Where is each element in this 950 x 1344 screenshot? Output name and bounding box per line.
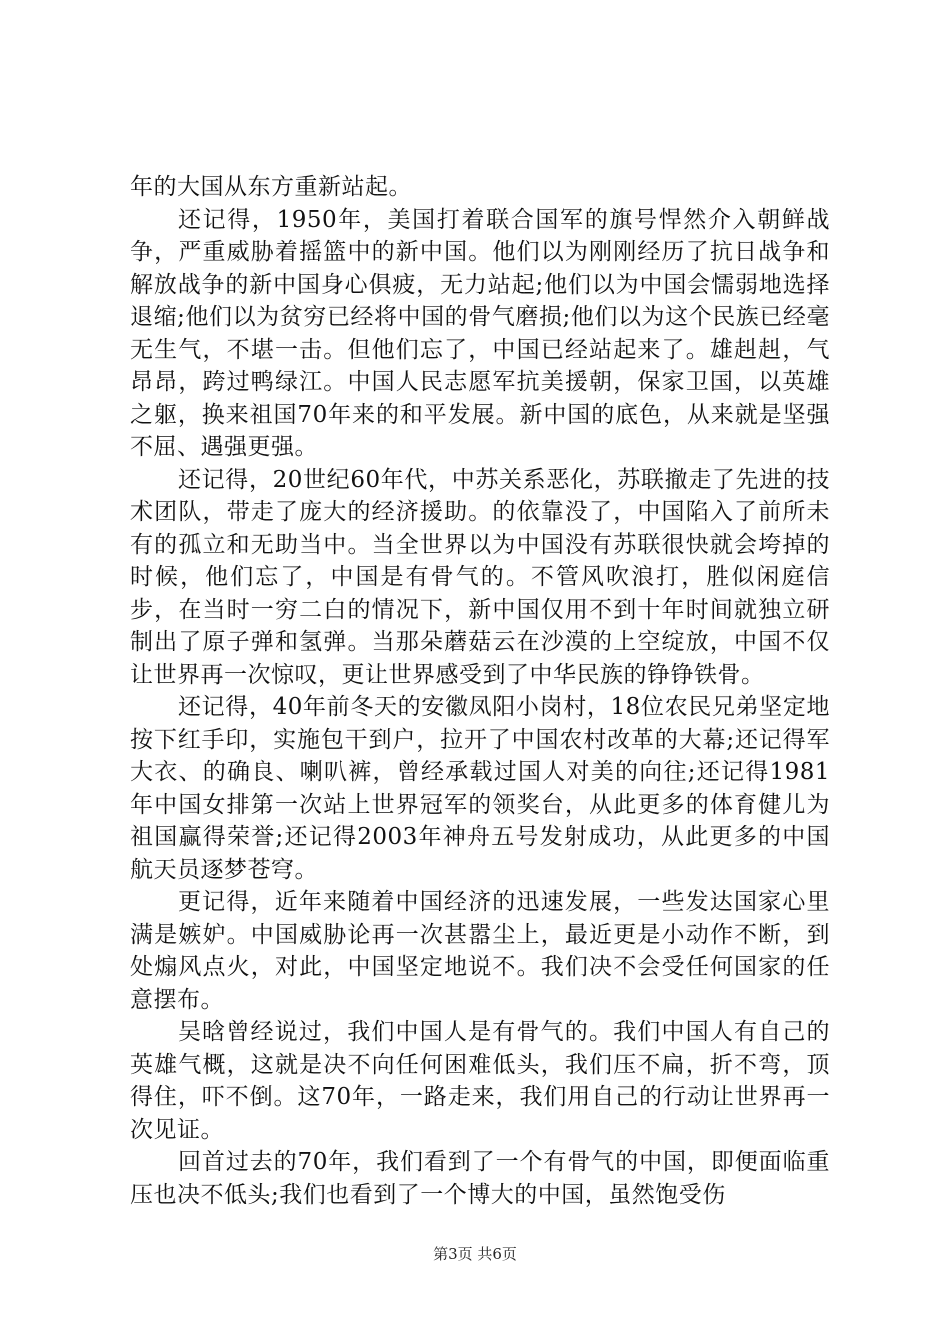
paragraph-wu-han-quote: 吴晗曾经说过，我们中国人是有骨气的。我们中国人有自己的英雄气概，这就是决不向任何困难低头，我们压不扁，折不弯，顶得住，吓不倒。这70年，一路走来，我们用自己的行动让世界再一次见证。 — [130, 1019, 830, 1143]
page-number-footer: 第3页 共6页 — [433, 1245, 517, 1263]
paragraph-reform-era: 还记得，40年前冬天的安徽凤阳小岗村，18位农民兄弟坚定地按下红手印，实施包干到户，拉开了中国农村改革的大幕;还记得军大衣、的确良、喇叭裤，曾经承载过国人对美的向往;还记得1981年中国女排第一次站上世界冠军的领奖台，从此更多的体育健儿为祖国赢得荣誉;还记得2003年神舟五号发射成功，从此更多的中国航天员逐梦苍穹。 — [130, 694, 830, 883]
paragraph-looking-back: 回首过去的70年，我们看到了一个有骨气的中国，即便面临重压也决不低头;我们也看到了一个博大的中国，虽然饱受伤 — [130, 1149, 830, 1208]
paragraph-sino-soviet-split: 还记得，20世纪60年代，中苏关系恶化，苏联撤走了先进的技术团队，带走了庞大的经济援助。的依靠没了，中国陷入了前所未有的孤立和无助当中。当全世界以为中国没有苏联很快就会垮掉的时候，他们忘了，中国是有骨气的。不管风吹浪打，胜似闲庭信步，在当时一穷二白的情况下，新中国仅用不到十年时间就独立研制出了原子弹和氢弹。当那朵蘑菇云在沙漠的上空绽放，中国不仅让世界再一次惊叹，更让世界感受到了中华民族的铮铮铁骨。 — [130, 466, 830, 688]
paragraph-continuation: 年的大国从东方重新站起。 — [130, 174, 412, 200]
paragraph-recent-years: 更记得，近年来随着中国经济的迅速发展，一些发达国家心里满是嫉妒。中国威胁论再一次甚嚣尘上，最近更是小动作不断，到处煽风点火，对此，中国坚定地说不。我们决不会受任何国家的任意摆布。 — [130, 889, 830, 1013]
paragraph-korean-war: 还记得，1950年，美国打着联合国军的旗号悍然介入朝鲜战争，严重威胁着摇篮中的新中国。他们以为刚刚经历了抗日战争和解放战争的新中国身心俱疲，无力站起;他们以为中国会懦弱地选择退缩;他们以为贫穷已经将中国的骨气磨损;他们以为这个民族已经毫无生气，不堪一击。但他们忘了，中国已经站起来了。雄赳赳，气昂昂，跨过鸭绿江。中国人民志愿军抗美援朝，保家卫国，以英雄之躯，换来祖国70年来的和平发展。新中国的底色，从来就是坚强不屈、遇强更强。 — [130, 206, 830, 460]
document-body — [130, 171, 830, 1211]
